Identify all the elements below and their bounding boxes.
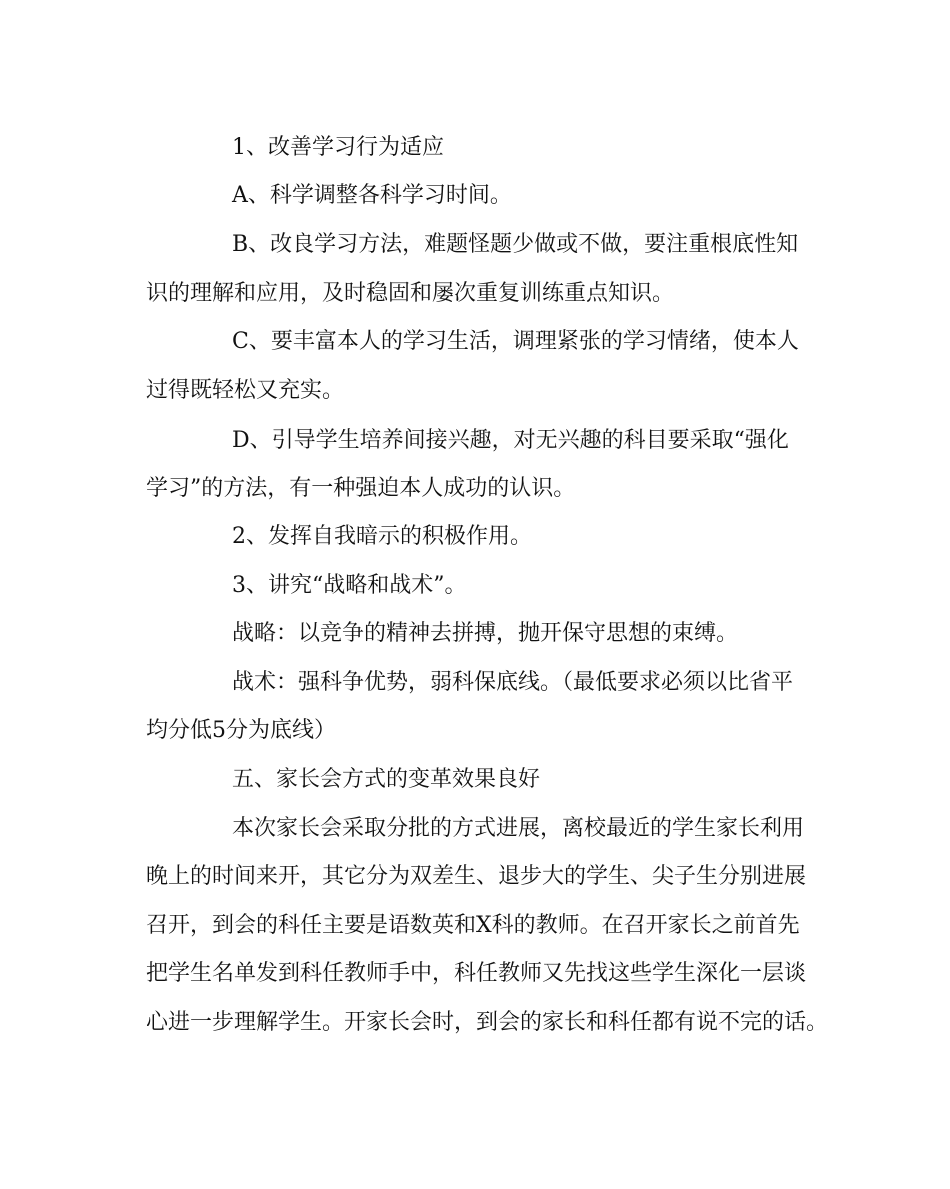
- text-line: 本次家长会采取分批的方式进展，离校最近的学生家长利用: [232, 816, 805, 841]
- text-line: 心进一步理解学生。开家长会时，到会的家长和科任都有说不完的话。: [146, 1010, 829, 1035]
- text-line: C、要丰富本人的学习生活，调理紧张的学习情绪，使本人: [232, 329, 799, 354]
- text-line: 识的理解和应用，及时稳固和屡次重复训练重点知识。: [146, 281, 675, 306]
- text-line: 五、家长会方式的变革效果良好: [232, 767, 541, 792]
- text-line: B、改良学习方法，难题怪题少做或不做，要注重根底性知: [232, 232, 799, 257]
- text-line: 均分低5分为底线）: [146, 718, 336, 743]
- text-line: 学习”的方法，有一种强迫本人成功的认识。: [146, 476, 576, 501]
- text-line: 战略：以竞争的精神去拼搏，抛开保守思想的束缚。: [232, 621, 739, 646]
- text-line: 把学生名单发到科任教师手中，科任教师又先找这些学生深化一层谈: [146, 961, 807, 986]
- text-line: D、引导学生培养间接兴趣，对无兴趣的科目要采取“强化: [232, 428, 789, 453]
- text-line: 召开，到会的科任主要是语数英和X科的教师。在召开家长之前首先: [146, 913, 800, 938]
- text-line: A、科学调整各科学习时间。: [232, 183, 512, 208]
- text-line: 战术：强科争优势，弱科保底线。（最低要求必须以比省平: [232, 670, 794, 695]
- text-line: 过得既轻松又充实。: [146, 378, 345, 403]
- text-line: 2、发挥自我暗示的积极作用。: [232, 524, 532, 549]
- text-line: 晚上的时间来开，其它分为双差生、退步大的学生、尖子生分别进展: [146, 864, 807, 889]
- text-line: 1、改善学习行为适应: [232, 135, 444, 160]
- text-line: 3、讲究“战略和战术”。: [232, 573, 467, 598]
